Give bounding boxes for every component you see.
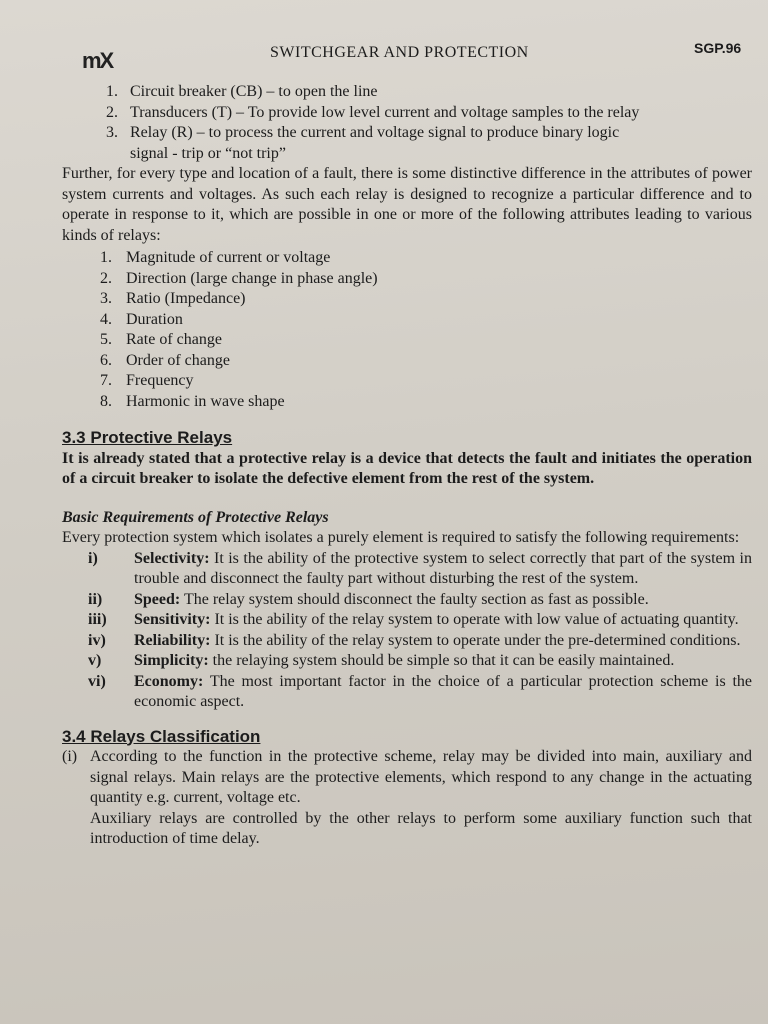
requirement-number: vi): [88, 672, 106, 690]
list-text: Harmonic in wave shape: [126, 392, 285, 410]
requirement-item: [88, 549, 752, 590]
list-item: [106, 123, 752, 144]
requirements-list: [88, 549, 752, 713]
list-number: 1.: [100, 249, 112, 266]
list-item: [106, 103, 752, 124]
requirement-term: Sensitivity:: [134, 611, 211, 628]
list-number: 5.: [100, 331, 112, 348]
list-item: [100, 269, 752, 290]
requirement-term: Reliability:: [134, 631, 211, 649]
list-number: 1.: [106, 83, 118, 100]
requirement-item: [88, 631, 752, 652]
requirement-number: iii): [88, 611, 107, 628]
list-number: 7.: [100, 372, 112, 389]
requirement-number: iv): [88, 631, 106, 649]
requirement-text: [134, 672, 752, 713]
requirement-text: [134, 549, 752, 590]
list-item: [106, 82, 752, 103]
requirement-number: i): [88, 549, 98, 567]
publisher-logo: mX: [82, 48, 113, 73]
list-number: 8.: [100, 392, 112, 410]
list-text: Magnitude of current or voltage: [126, 249, 331, 266]
list-number: 6.: [100, 351, 112, 369]
list-text: Direction (large change in phase angle): [126, 269, 378, 287]
relay-component-list: [106, 82, 752, 164]
subsection-heading-basic-requirements: Basic Requirements of Protective Relays: [62, 508, 329, 526]
requirement-description: It is the ability of the relay system to operate under the pre-determined conditions.: [210, 631, 741, 649]
list-item: [100, 371, 752, 392]
requirement-term: Speed:: [134, 590, 181, 608]
list-item: [100, 310, 752, 331]
list-number: 4.: [100, 310, 112, 328]
requirement-item: [88, 651, 752, 672]
requirement-text: [134, 651, 752, 672]
requirement-term: Selectivity:: [134, 549, 210, 567]
requirement-text: [134, 590, 752, 611]
requirements-intro: Every protection system which isolates a purely element is required to satisfy the following requirements:: [62, 529, 740, 546]
list-number: 3.: [100, 290, 112, 307]
list-item: [100, 289, 752, 310]
classification-text: [90, 747, 752, 850]
list-item: [100, 351, 752, 372]
requirement-description: the relaying system should be simple so that it can be easily maintained.: [208, 652, 675, 669]
auxiliary-relay-paragraph: Auxiliary relays are controlled by the other relays to perform some auxiliary function such that introduction of time delay.: [90, 809, 752, 847]
attribute-list: [100, 248, 752, 412]
requirement-number: v): [88, 652, 102, 669]
classification-number: (i): [62, 748, 78, 765]
list-text: Duration: [126, 310, 183, 328]
list-item-continuation: signal - trip or “not trip”: [130, 144, 286, 162]
classification-paragraph: According to the function in the protective scheme, relay may be divided into main, auxiliary and signal relays. Main relays are the protective elements, which respond to any change in the actuating quantity e.g. current, voltage etc.: [90, 748, 752, 806]
list-text: Ratio (Impedance): [126, 290, 246, 307]
classification-item: [62, 747, 752, 850]
requirement-description: The relay system should disconnect the faulty section as fast as possible.: [180, 590, 649, 608]
protective-relay-definition: It is already stated that a protective relay is a device that detects the fault and initiates the operation of a circuit breaker to isolate the defective element from the rest of the system.: [62, 449, 752, 487]
list-text: Circuit breaker (CB) – to open the line: [130, 83, 378, 100]
requirement-description: The most important factor in the choice of a particular protection scheme is the economic aspect.: [134, 672, 752, 710]
list-item: [100, 330, 752, 351]
requirement-text: [134, 610, 752, 631]
section-heading-3-3: 3.3 Protective Relays: [62, 428, 233, 447]
list-text: Order of change: [126, 351, 230, 369]
requirement-number: ii): [88, 590, 103, 608]
running-header-title: SWITCHGEAR AND PROTECTION: [270, 44, 529, 61]
list-number: 2.: [100, 269, 112, 287]
requirement-description: It is the ability of the relay system to operate with low value of actuating quantity.: [210, 611, 739, 628]
list-text: Relay (R) – to process the current and voltage signal to produce binary logic: [130, 124, 620, 141]
page-content: [62, 82, 752, 850]
list-number: 2.: [106, 103, 118, 121]
requirement-term: Economy:: [134, 672, 204, 690]
list-text: Rate of change: [126, 331, 222, 348]
list-item: [100, 392, 752, 413]
list-text: Transducers (T) – To provide low level current and voltage samples to the relay: [130, 103, 640, 121]
requirement-description: It is the ability of the protective system to select correctly that part of the system in trouble and disconnect the faulty part without disturbing the rest of the system.: [134, 549, 752, 587]
attributes-paragraph: Further, for every type and location of a fault, there is some distinctive difference in the attributes of power system currents and voltages. As such each relay is designed to recognize a particular difference and to operate in response to it, which are possible in one or more of the following attributes leading to various kinds of relays:: [62, 165, 752, 244]
requirement-term: Simplicity:: [134, 652, 209, 669]
list-item: [100, 248, 752, 269]
list-number: 3.: [106, 124, 118, 141]
requirement-item: [88, 610, 752, 631]
section-heading-3-4: 3.4 Relays Classification: [62, 726, 261, 746]
requirement-item: [88, 672, 752, 713]
list-text: Frequency: [126, 372, 194, 389]
requirement-item: [88, 590, 752, 611]
requirement-text: [134, 631, 752, 652]
page-code: SGP.96: [694, 40, 742, 56]
